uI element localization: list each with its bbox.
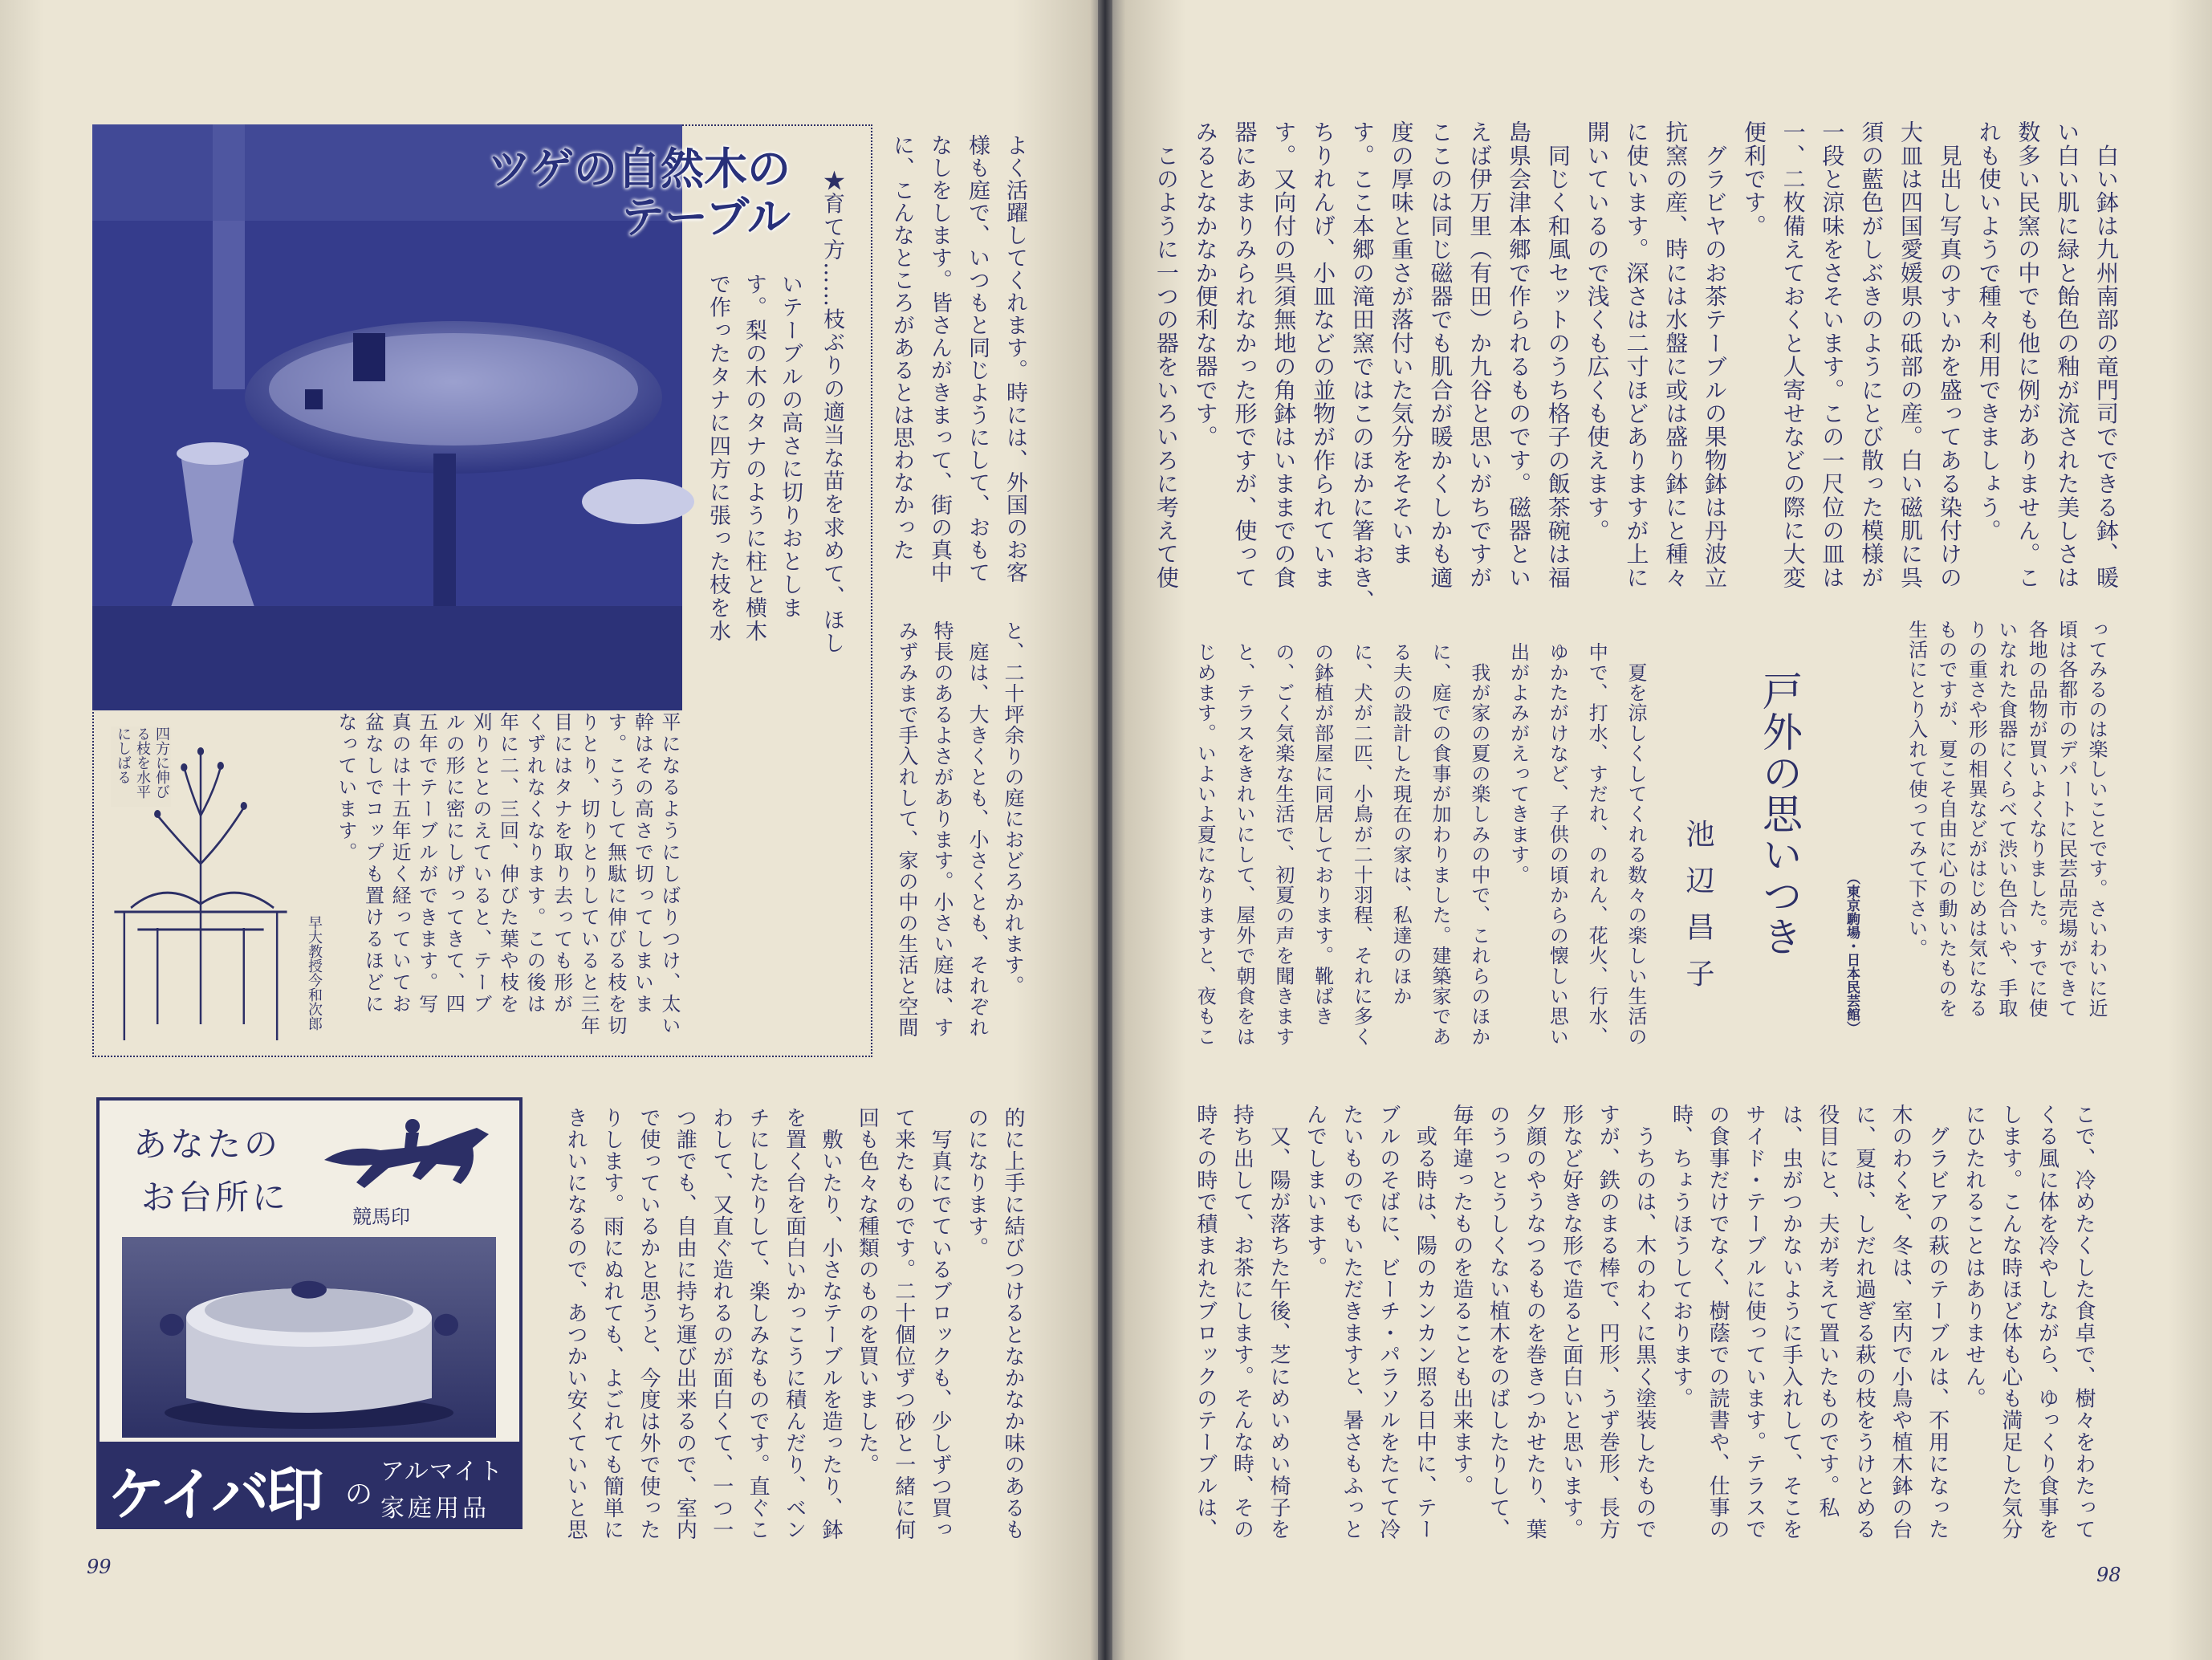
ad-product-line2: 家庭用品 — [380, 1495, 490, 1523]
article-upper-text: よく活躍してくれます。時には、外国のお客 様も庭で、いつもと同じようにして、おもて なしをします。皆さんがきまって、街の真中 に、こんなところがあるとは思わなかった — [889, 134, 1027, 584]
article-continued-text: ってみるのは楽しいことです。さいわいに近 頃は各都市のデパートに民芸品売場ができて 各地の品物が買いよくなりました。すでに使 いなれた食器にくらべて渋い色合いや、手取 りの重さや形の相異などがはじめは気になる ものですが、夏こそ自由に心の動いたものを 生活にとり入れて使ってみて下さい。 — [1905, 620, 2108, 1018]
essay-title: 戸外の思いつき — [1756, 670, 1803, 957]
ad-particle: の — [345, 1479, 372, 1511]
essay-author: 池辺昌子 — [1681, 819, 1714, 1005]
keiba-advertisement — [96, 1097, 523, 1529]
ad-line1: あなたの — [133, 1125, 282, 1164]
article-lower-text: 的に上手に結びつけるとなかなか味のあるも のになります。 写真にでているブロックも、少しずつ買っ て来たものです。二十個位ずつ砂と一緒に何 回も色々な種類のものを買いました。 敷いたり、小さなテーブルを造ったり、鉢 を置く台を面白いかっこうに積んだり、ベン チにしたりして、楽しみなものです。直ぐこ わして、又直ぐ造れるのが面白くて、一つ一 つ誰でも、自由に持ち運び出来るので、室内 で使っているかと思うと、今度は外で使った りします。雨にぬれても、よごれても簡単に きれいになるので、あつかい安くていいと思 — [563, 1107, 1025, 1540]
essay-body-text: 夏を涼しくしてくれる数々の楽しい生活の 中で、打水、すだれ、のれん、花火、行水、 ゆかたがけなど、子供の頃からの懐しい思い 出がよみがえってきます。 我が家の夏の楽しみの中で、これらのほか に、庭での食事が加わりました。建築家であ る夫の設計した現在の家は、私達のほか に、犬が二匹、小鳥が二十羽程、それに多く の鉢植が部屋に同居しております。靴ばき の、ごく気楽な生活で、初夏の声を聞きます と、テラスをきれいにして、屋外で朝食をは じめます。いよいよ夏になりますと、夜もこ — [1193, 642, 1647, 1047]
article-top-text: 白い鉢は九州南部の竜門司でできる鉢、暖 い白い肌に緑と飴色の釉が流された美しさは 数多い民窯の中でも他に例がありません。こ れも使いようで種々利用できましょう。 見出し写真のすいかを盛ってある染付けの 大皿は四国愛媛県の砥部の産。白い磁肌に呉 須の藍色がしぶきのようにとび散った模様が 一段と涼味をさそいます。この一尺位の皿は 一、二枚備えておくと人寄せなどの際に大変 便利です。 グラビヤのお茶テーブルの果物鉢は丹波立 抗窯の産、時には水盤に或は盛り鉢にと種々 に使います。深さは二寸ほどありますが上に 開いているので浅くも広くも使えます。 同じく和風セットのうち格子の飯茶碗は福 島県会津本郷で作られるものです。磁器とい えば伊万里（有田）か九谷と思いがちですが ここのは同じ磁器でも肌合が暖かくしかも適 度の厚味と重さが落付いた気分をそそいま す。ここ本郷の滝田窯ではこのほかに箸おき、 ちりれんげ、小皿などの並物が作られていま す。又向付の呉須無地の角鉢はいままでの食 器にあまりみられなかった形ですが、使って みるとなかなか便利な器です。 このように一つの器をいろいろに考えて使 — [1153, 120, 2120, 613]
ad-product-line1: アルマイト — [380, 1458, 504, 1486]
ad-brand: ケイバ印 — [108, 1461, 321, 1528]
howto-lower-text: 平になるようにしばりつけ、太い 幹はその高さで切ってしまいま す。こうして無駄に伸びる枝を切 りとり、切りとりしていると三年 目にはタナを取り去っても形が くずれなくなります。この後は 年に二、三回、伸びた葉や枝を 刈りととのえていると、テーブ ルの形に密にしげってきて、四 五年でテーブルができます。写 真のは十五年近く経っていてお 盆なしでコップも置けるほどに なっています。 — [334, 712, 681, 1037]
page-number-left: 99 — [87, 1556, 112, 1578]
pot-image — [122, 1237, 496, 1438]
book-gutter — [1098, 0, 1112, 1660]
box-title-line2: テーブル — [620, 191, 791, 242]
source-credit: （東京駒場・日本民芸館） — [1844, 871, 1860, 1035]
author-signature: 早大教授今和次郎 — [306, 915, 323, 1031]
article-middle-text: と、二十坪余りの庭におどろかれます。 庭は、大きくとも、小さくとも、それぞれ 特長のあるよさがあります。小さい庭は、す みずみまで手入れして、家の中の生活と空間 — [896, 620, 1025, 1038]
howto-continued-text: いテーブルの高さに切りおとしま す。梨の木のタナのように柱と横木 で作ったタナに四方に張った枝を水 — [705, 273, 803, 643]
box-title-line1: ツゲの自然木の — [487, 143, 791, 194]
page-number-right: 98 — [2096, 1564, 2121, 1586]
howto-header-text: ★育て方……枝ぶりの適当な苗を求めて、ほし — [819, 169, 844, 655]
essay-lower-text: こで、冷めたくした食卓で、樹々をわたって くる風に体を冷やしながら、ゆっくり食事を します。こんな時ほど体も心も満足した気分 にひたれることはありません。 グラビアの萩のテーブルは、不用になった 木のわくを、冬は、室内で小鳥や植木鉢の台 に、夏は、しだれ過ぎる萩の枝をうけとめる 役目にと、夫が考えて置いたものです。私 は、虫がつかないように手入れして、そこを サイド・テーブルに使っています。テラスで の食事だけでなく、樹蔭での読書や、仕事の 時、ちょうほうしております。 うちのは、木のわくに黒く塗装したもので すが、鉄のまる棒で、円形、うず巻形、長方 形など好きな形で造ると面白いと思います。 夕顔のやうなつるものを巻きつかせたり、葉 のうっとうしくない植木をのばしたりして、 毎年違ったものを造ることも出来ます。 或る時は、陽のカンカン照る日中に、テー ブルのそばに、ビーチ・パラソルをたてて冷 たいものでもいただきますと、暑さもふっと んでしまいます。 又、陽が落ちた午後、芝にめいめい椅子を 持ち出して、お茶にします。そんな時、その 時その時で積まれたブロックのテーブルは、 — [1193, 1104, 2096, 1540]
ad-brand-mark: 競馬印 — [352, 1206, 410, 1228]
ad-bottom-band — [100, 1442, 519, 1526]
illustration-caption: 四方に伸び る枝を水平 にしばる — [111, 726, 171, 807]
horse-jockey-icon — [316, 1112, 501, 1200]
pot-photo — [122, 1237, 496, 1438]
box-title — [445, 144, 791, 241]
ad-line2: お台所に — [141, 1178, 290, 1217]
